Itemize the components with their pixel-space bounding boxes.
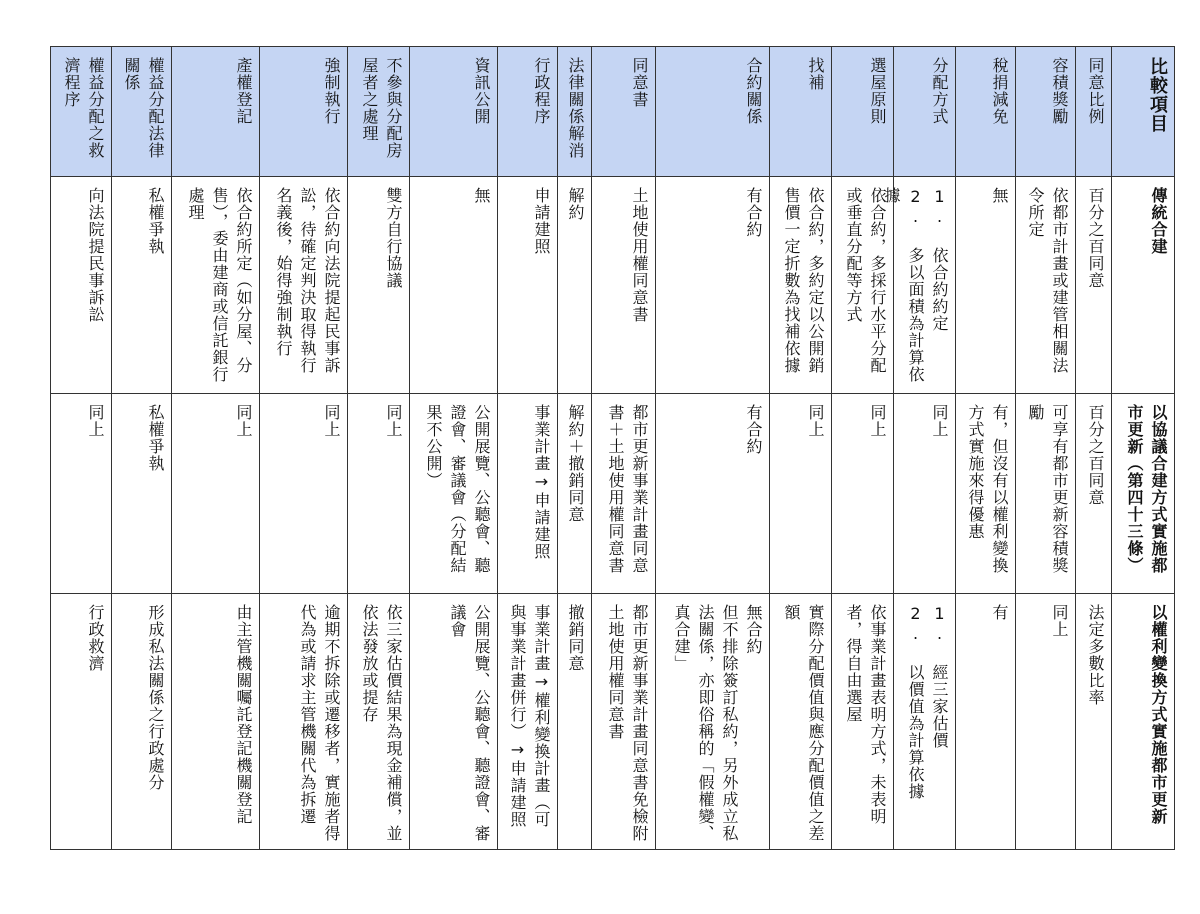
cell-enforcement-traditional: 依合約向法院提起民事訴訟，待確定判決取得執行名義後，始得強制執行 [260,177,348,394]
comparison-table [50,46,1175,850]
column-selection [832,46,894,850]
header-distribution: 分配方式 [894,46,956,177]
cell-contract-traditional: 有合約 [656,177,770,394]
cell-selection-rights-exchange: 依事業計畫表明方式，未表明者，得自由選屋 [832,594,894,850]
cell-consent-ratio-traditional: 百分之百同意 [1076,177,1112,394]
column-compare [1112,46,1175,850]
cell-relief-agreement: 同上 [50,394,112,594]
header-contract: 合約關係 [656,46,770,177]
column-bonus [1016,46,1076,850]
cell-registration-rights-exchange: 由主管機關囑託登記機關登記 [172,594,260,850]
row-label-agreement: 以協議合建方式實施都市更新（第四十三條） [1112,394,1175,594]
cell-distribution-rights-exchange: 1. 經三家估價 2. 以價值為計算依據 [894,594,956,850]
cell-compensation-rights-exchange: 實際分配價值與應分配價值之差額 [770,594,832,850]
cell-selection-traditional: 依合約，多採行水平分配或垂直分配等方式 [832,177,894,394]
cell-consent-doc-rights-exchange: 都市更新事業計畫同意書免檢附土地使用權同意書 [592,594,656,850]
column-registration [172,46,260,850]
cell-relief-rights-exchange: 行政救濟 [50,594,112,850]
header-consent-ratio: 同意比例 [1076,46,1112,177]
column-contract [656,46,770,850]
cell-registration-traditional: 依合約所定（如分屋、分售），委由建商或信託銀行處理 [172,177,260,394]
cell-consent-doc-agreement: 都市更新事業計畫同意書＋土地使用權同意書 [592,394,656,594]
cell-dissolution-traditional: 解約 [558,177,592,394]
cell-legal-relation-traditional: 私權爭執 [112,177,172,394]
header-registration: 產權登記 [172,46,260,177]
cell-tax-traditional: 無 [956,177,1016,394]
cell-enforcement-rights-exchange: 逾期不拆除或遷移者，實施者得代為或請求主管機關代為拆遷 [260,594,348,850]
header-enforcement: 強制執行 [260,46,348,177]
column-legal-relation [112,46,172,850]
cell-distribution-traditional: 1. 依合約約定 2. 多以面積為計算依據 [894,177,956,394]
column-admin-procedure [498,46,558,850]
cell-compensation-traditional: 依合約，多約定以公開銷售價一定折數為找補依據 [770,177,832,394]
cell-consent-ratio-rights-exchange: 法定多數比率 [1076,594,1112,850]
cell-tax-rights-exchange: 有 [956,594,1016,850]
header-admin-procedure: 行政程序 [498,46,558,177]
cell-disclosure-traditional: 無 [410,177,498,394]
cell-legal-relation-agreement: 私權爭執 [112,394,172,594]
header-selection: 選屋原則 [832,46,894,177]
header-disclosure: 資訊公開 [410,46,498,177]
cell-disclosure-agreement: 公開展覽、公聽會、聽證會、審議會（分配結果不公開） [410,394,498,594]
column-tax [956,46,1016,850]
header-legal-relation: 權益分配法律關係 [112,46,172,177]
cell-distribution-agreement: 同上 [894,394,956,594]
cell-selection-agreement: 同上 [832,394,894,594]
cell-registration-agreement: 同上 [172,394,260,594]
header-dissolution: 法律關係解消 [558,46,592,177]
cell-non-participant-traditional: 雙方自行協議 [348,177,410,394]
column-compensation [770,46,832,850]
header-tax: 稅捐減免 [956,46,1016,177]
row-label-traditional: 傳統合建 [1112,177,1175,394]
cell-consent-doc-traditional: 土地使用權同意書 [592,177,656,394]
header-bonus: 容積獎勵 [1016,46,1076,177]
header-non-participant: 不參與分配房屋者之處理 [348,46,410,177]
header-compare: 比較項目 [1112,46,1175,177]
cell-admin-procedure-agreement: 事業計畫→申請建照 [498,394,558,594]
cell-dissolution-rights-exchange: 撤銷同意 [558,594,592,850]
cell-relief-traditional: 向法院提民事訴訟 [50,177,112,394]
cell-consent-ratio-agreement: 百分之百同意 [1076,394,1112,594]
cell-contract-rights-exchange: 無合約 但不排除簽訂私約，另外成立私法關係，亦即俗稱的「假權變、真合建」 [656,594,770,850]
cell-compensation-agreement: 同上 [770,394,832,594]
cell-bonus-traditional: 依都市計畫或建管相關法令所定 [1016,177,1076,394]
cell-contract-agreement: 有合約 [656,394,770,594]
column-consent-doc [592,46,656,850]
column-distribution [882,46,956,850]
column-enforcement [260,46,348,850]
column-dissolution [558,46,592,850]
column-non-participant [348,46,410,850]
column-consent-ratio [1076,46,1112,850]
cell-non-participant-rights-exchange: 依三家估價結果為現金補償，並依法發放或提存 [348,594,410,850]
cell-dissolution-agreement: 解約＋撤銷同意 [558,394,592,594]
cell-admin-procedure-traditional: 申請建照 [498,177,558,394]
cell-admin-procedure-rights-exchange: 事業計畫→權利變換計畫（可與事業計畫併行）→申請建照 [498,594,558,850]
cell-non-participant-agreement: 同上 [348,394,410,594]
cell-bonus-rights-exchange: 同上 [1016,594,1076,850]
cell-disclosure-rights-exchange: 公開展覽、公聽會、聽證會、審議會 [410,594,498,850]
column-relief [50,46,112,850]
header-consent-doc: 同意書 [592,46,656,177]
row-label-rights-exchange: 以權利變換方式實施都市更新 [1112,594,1175,850]
header-compensation: 找補 [770,46,832,177]
cell-tax-agreement: 有，但沒有以權利變換方式實施來得優惠 [956,394,1016,594]
cell-enforcement-agreement: 同上 [260,394,348,594]
header-relief: 權益分配之救濟程序 [50,46,112,177]
cell-legal-relation-rights-exchange: 形成私法關係之行政處分 [112,594,172,850]
column-disclosure [410,46,498,850]
cell-bonus-agreement: 可享有都市更新容積獎勵 [1016,394,1076,594]
